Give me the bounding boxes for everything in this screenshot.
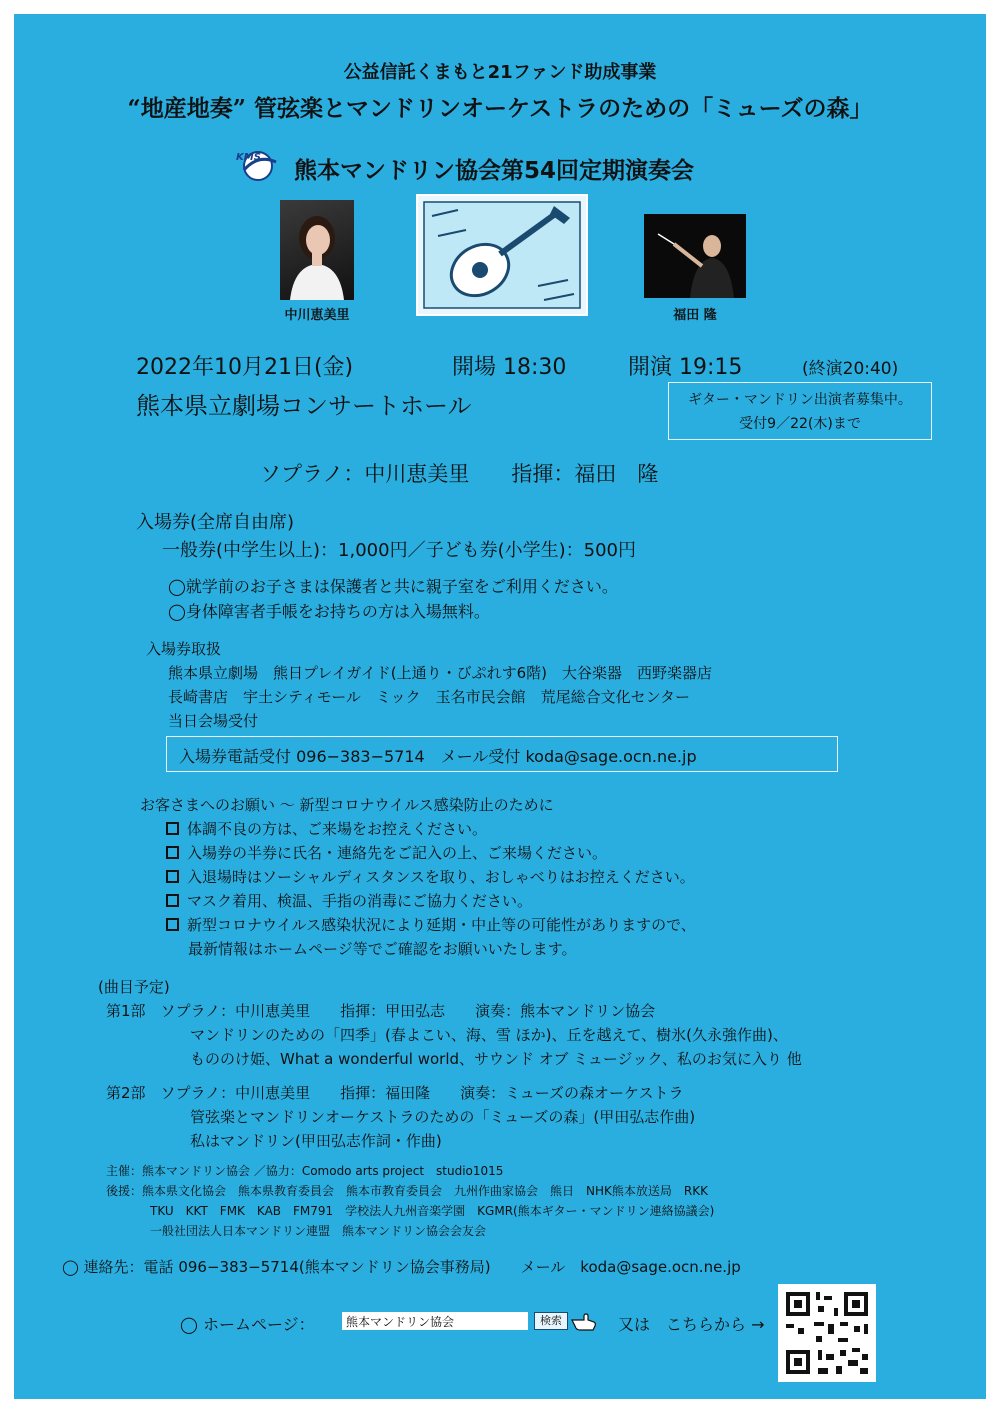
event-date: 2022年10月21日(金) [136, 355, 354, 380]
part1-line-1: マンドリンのための「四季」(春よこい、海、雪 ほか)、丘を越えて、樹氷(久永強作曲)、 [190, 1026, 788, 1044]
covid-item-4 [166, 890, 532, 911]
outlets-heading: 入場券取扱 [146, 640, 222, 658]
search-button[interactable] [534, 1310, 600, 1332]
mandolin-illustration [416, 194, 588, 316]
pointing-hand-icon [570, 1310, 598, 1332]
checkbox-icon [166, 846, 179, 859]
covid-item-text: 体調不良の方は、ご来場をお控えください。 [187, 820, 488, 838]
venue: 熊本県立劇場コンサートホール [136, 392, 472, 420]
cast-line: ソプラノ：中川恵美里 指揮：福田 隆 [260, 462, 659, 486]
ticket-note-1: ◯就学前のお子さまは保護者と共に親子室をご利用ください。 [168, 577, 618, 596]
subsidy-line: 公益信託くまもと21ファンド助成事業 [343, 62, 657, 83]
outlets-line-2: 長崎書店 宇土シティモール ミック 玉名市民会館 荒尾総合文化センター [168, 688, 691, 706]
homepage-search-input[interactable] [342, 1312, 528, 1330]
ticket-phone-box [166, 736, 838, 772]
kms-logo [232, 148, 284, 182]
subtitle: “地産地奏” 管弦楽とマンドリンオーケストラのための「ミューズの森」 [127, 95, 873, 122]
covid-item-1 [166, 818, 487, 839]
search-button-label: 検索 [534, 1312, 568, 1330]
soprano-photo [280, 200, 354, 300]
start-time: 開演 19:15 [628, 355, 743, 380]
checkbox-icon [166, 870, 179, 883]
recruit-line-1: ギター・マンドリン出演者募集中。 [688, 392, 912, 408]
flyer [14, 14, 986, 1399]
part2-header: 第2部 ソプラノ：中川恵美里 指揮：福田隆 演奏：ミューズの森オーケストラ [106, 1084, 684, 1102]
covid-item-5-cont: 最新情報はホームページ等でご確認をお願いいたします。 [188, 940, 577, 958]
recruit-box [668, 382, 932, 440]
covid-heading: お客さまへのお願い ～ 新型コロナウイルス感染防止のために [140, 796, 554, 814]
doors-time: 開場 18:30 [452, 355, 567, 380]
outlets-line-1: 熊本県立劇場 熊日プレイガイド(上通り・びぷれす6階) 大谷楽器 西野楽器店 [168, 664, 713, 682]
end-time: (終演20:40) [802, 359, 899, 379]
credits-line-4: 一般社団法人日本マンドリン連盟 熊本マンドリン協会会友会 [150, 1224, 487, 1238]
logo-text: KMS [236, 152, 261, 163]
part1-header: 第1部 ソプラノ：中川恵美里 指揮：甲田弘志 演奏：熊本マンドリン協会 [106, 1002, 656, 1020]
outlets-line-3: 当日会場受付 [168, 712, 259, 730]
recruit-line-2: 受付9／22(木)まで [739, 416, 861, 432]
credits-line-1: 主催：熊本マンドリン協会 ／協力：Comodo arts project studio1015 [106, 1164, 504, 1178]
ticket-prices: 一般券(中学生以上)：1,000円／子ども券(小学生)：500円 [162, 540, 636, 561]
ticket-note-2: ◯身体障害者手帳をお持ちの方は入場無料。 [168, 602, 490, 621]
qr-code[interactable] [778, 1284, 876, 1382]
homepage-label: ◯ ホームページ： [180, 1315, 315, 1334]
covid-item-text: 入場券の半券に氏名・連絡先をご記入の上、ご来場ください。 [187, 844, 608, 862]
or-text: 又は こちらから → [618, 1315, 765, 1334]
covid-item-text: 入退場時はソーシャルディスタンスを取り、おしゃべりはお控えください。 [187, 868, 695, 886]
ticket-phone-text: 入場券電話受付 096−383−5714 メール受付 koda@sage.ocn.ne.jp [179, 747, 697, 766]
checkbox-icon [166, 918, 179, 931]
conductor-caption: 福田 隆 [673, 308, 717, 323]
soprano-caption: 中川恵美里 [284, 308, 350, 323]
search-text: 熊本マンドリン協会 [346, 1315, 455, 1329]
covid-item-2 [166, 842, 607, 863]
part1-line-2: もののけ姫、What a wonderful world、サウンド オブ ミュージック、私のお気に入り 他 [190, 1050, 802, 1068]
contact-line: ◯ 連絡先：電話 096−383−5714(熊本マンドリン協会事務局) メール koda@sage.ocn.ne.jp [62, 1258, 741, 1276]
checkbox-icon [166, 822, 179, 835]
concert-title: 熊本マンドリン協会第54回定期演奏会 [294, 158, 695, 184]
checkbox-icon [166, 894, 179, 907]
part2-line-2: 私はマンドリン(甲田弘志作詞・作曲) [190, 1132, 442, 1150]
tickets-heading: 入場券(全席自由席) [136, 512, 295, 533]
credits-line-2: 後援：熊本県文化協会 熊本県教育委員会 熊本市教育委員会 九州作曲家協会 熊日 NHK熊本放送局 RKK [106, 1184, 708, 1198]
covid-item-text: マスク着用、検温、手指の消毒にご協力ください。 [187, 892, 533, 910]
part2-line-1: 管弦楽とマンドリンオーケストラのための「ミューズの森」(甲田弘志作曲) [190, 1108, 696, 1126]
program-heading: (曲目予定) [98, 978, 170, 996]
covid-item-text: 新型コロナウイルス感染状況により延期・中止等の可能性がありますので、 [187, 916, 696, 934]
conductor-photo [644, 214, 746, 298]
covid-item-5 [166, 914, 696, 935]
covid-item-3 [166, 866, 695, 887]
credits-line-3: TKU KKT FMK KAB FM791 学校法人九州音楽学園 KGMR(熊本ギター・マンドリン連絡協議会) [150, 1204, 715, 1218]
